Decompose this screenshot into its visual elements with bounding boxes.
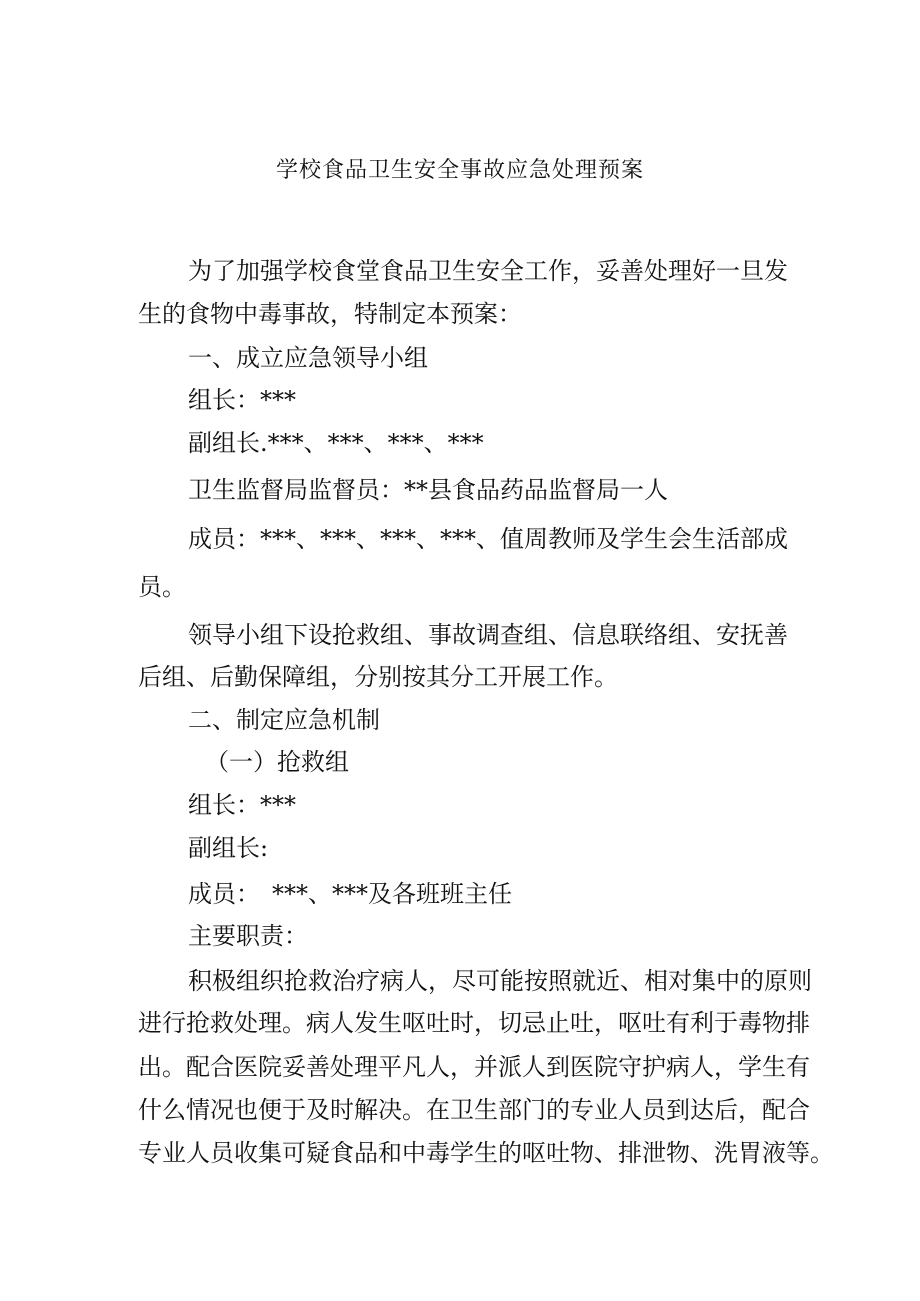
paragraph-line: 组长：*** [188, 386, 296, 414]
paragraph-line: 主要职责： [188, 922, 308, 950]
paragraph-line: 副组长: [188, 834, 269, 862]
paragraph-line: 出。配合医院妥善处理平凡人，并派人到医院守护病人，学生有 [138, 1053, 810, 1081]
paragraph-line: 副组长.***、***、***、*** [188, 429, 484, 457]
paragraph-line: 领导小组下设抢救组、事故调查组、信息联络组、安抚善 [188, 621, 788, 649]
paragraph-line: 卫生监督局监督员：**县食品药品监督局一人 [188, 476, 668, 504]
paragraph-line: 积极组织抢救治疗病人，尽可能按照就近、相对集中的原则 [188, 967, 812, 995]
subsection-heading: （一）抢救组 [205, 748, 349, 776]
paragraph-line: 生的食物中毒事故，特制定本预案： [138, 300, 522, 328]
paragraph-line: 什么情况也便于及时解决。在卫生部门的专业人员到达后，配合 [138, 1096, 810, 1124]
paragraph-line: 后组、后勤保障组，分别按其分工开展工作。 [138, 663, 618, 691]
paragraph-line: 为了加强学校食堂食品卫生安全工作，妥善处理好一旦发 [188, 257, 788, 285]
document-title: 学校食品卫生安全事故应急处理预案 [275, 158, 644, 183]
paragraph-line: 进行抢救处理。病人发生呕吐时，切忌止吐，呕吐有利于毒物排 [138, 1009, 810, 1037]
section-heading: 一、成立应急领导小组 [188, 344, 428, 372]
paragraph-line: 组长：*** [188, 791, 296, 819]
paragraph-line: 成员： ***、***及各班班主任 [188, 880, 512, 908]
section-heading: 二、制定应急机制 [188, 706, 380, 734]
paragraph-line: 专业人员收集可疑食品和中毒学生的呕吐物、排泄物、洗胃液等。 [138, 1139, 834, 1167]
paragraph-line: 成员：***、***、***、***、值周教师及学生会生活部成 [188, 525, 788, 553]
paragraph-line: 员。 [138, 573, 186, 601]
